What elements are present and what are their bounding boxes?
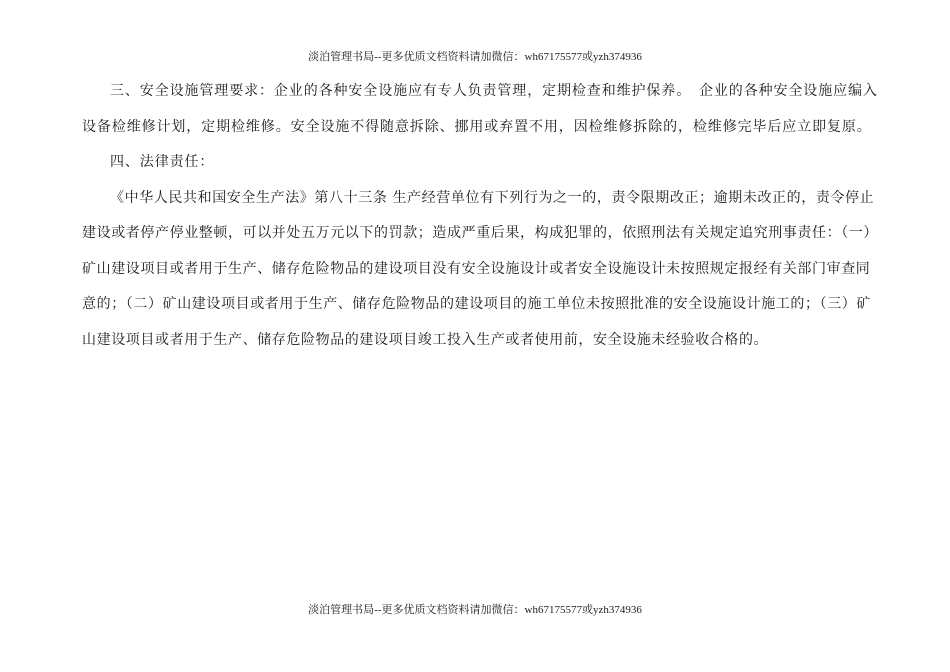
- paragraph-safety-law: 《中华人民共和国安全生产法》第八十三条 生产经营单位有下列行为之一的，责令限期改正；逾期未改正的，责令停止建设或者停产停业整顿，可以并处五万元以下的罚款；造成严重后果，构成犯罪的，依照刑法有关规定追究刑事责任：（一）矿山建设项目或者用于生产、储存危险物品的建设项目没有安全设施设计或者安全设施设计未按照规定报经有关部门审查同意的；（二）矿山建设项目或者用于生产、储存危险物品的建设项目的施工单位未按照批准的安全设施设计施工的；（三）矿山建设项目或者用于生产、储存危险物品的建设项目竣工投入生产或者使用前，安全设施未经验收合格的。: [82, 189, 878, 348]
- paragraph-safety-management: 三、安全设施管理要求：企业的各种安全设施应有专人负责管理，定期检查和维护保养。 企业的各种安全设施应编入设备检维修计划，定期检维修。安全设施不得随意拆除、挪用或弃置不用，因检维修拆除的，检维修完毕后应立即复原。: [82, 83, 878, 135]
- document-body: [82, 74, 882, 358]
- page-footer: 淡泊管理书局--更多优质文档资料请加微信：wh67175577或yzh374936: [308, 604, 642, 616]
- page-header: 淡泊管理书局--更多优质文档资料请加微信：wh67175577或yzh374936: [308, 51, 642, 63]
- paragraph-legal-heading: 四、法律责任：: [110, 154, 215, 170]
